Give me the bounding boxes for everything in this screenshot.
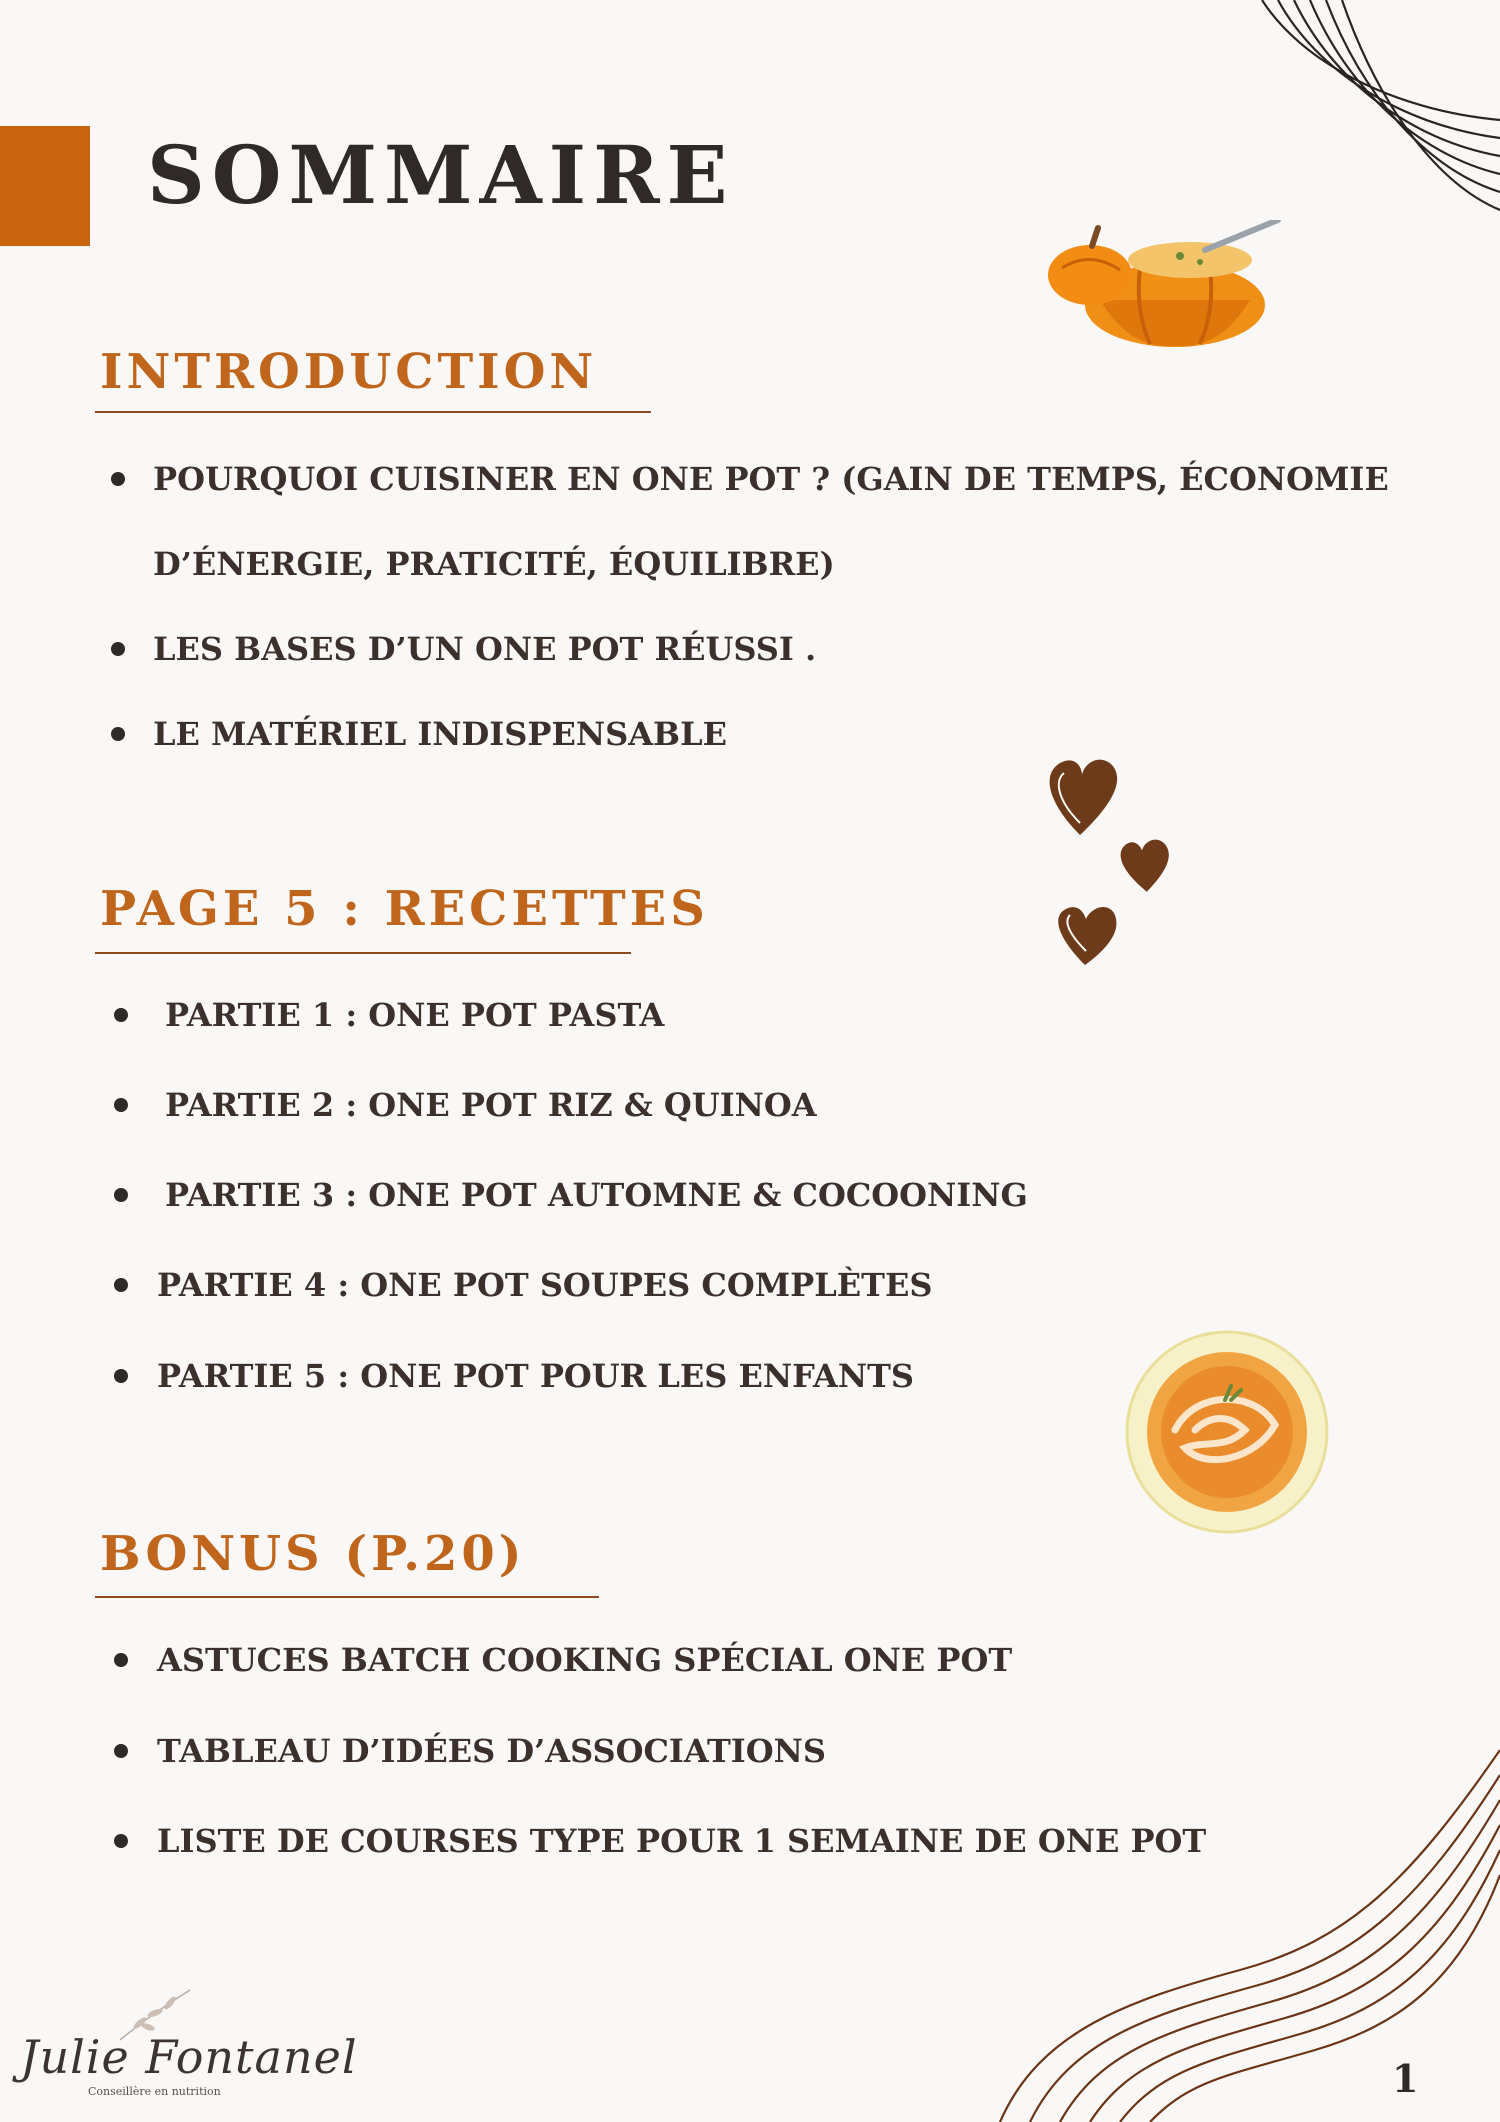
- pumpkin-soup-icon: [1040, 220, 1290, 350]
- bullet-dot: [114, 1278, 128, 1292]
- soup-bowl-icon: [1125, 1330, 1330, 1535]
- bullet-dot: [114, 1098, 128, 1112]
- bullet-dot: [114, 1369, 128, 1383]
- list-item: D’ÉNERGIE, PRATICITÉ, ÉQUILIBRE): [153, 545, 835, 583]
- bullet-dot: [111, 727, 125, 741]
- accent-block: [0, 126, 90, 246]
- section-heading-bonus: BONUS (P.20): [100, 1526, 526, 1582]
- bullet-dot: [114, 1653, 128, 1667]
- list-item: POURQUOI CUISINER EN ONE POT ? (GAIN DE TEMPS, ÉCONOMIE: [153, 460, 1389, 498]
- list-item: PARTIE 4 : ONE POT SOUPES COMPLÈTES: [157, 1266, 933, 1304]
- page-number: 1: [1392, 2056, 1419, 2101]
- list-item: ASTUCES BATCH COOKING SPÉCIAL ONE POT: [157, 1641, 1013, 1679]
- list-item: PARTIE 3 : ONE POT AUTOMNE & COCOONING: [165, 1176, 1028, 1214]
- list-item: PARTIE 1 : ONE POT PASTA: [165, 996, 665, 1034]
- hearts-icon: [1040, 745, 1210, 970]
- list-item: PARTIE 5 : ONE POT POUR LES ENFANTS: [157, 1357, 915, 1395]
- signature-subtitle: Conseillère en nutrition: [88, 2085, 221, 2098]
- section-rule: [95, 1596, 599, 1598]
- bullet-dot: [114, 1834, 128, 1848]
- list-item: TABLEAU D’IDÉES D’ASSOCIATIONS: [157, 1732, 826, 1770]
- signature: Julie Fontanel: [20, 2030, 358, 2084]
- list-item: LE MATÉRIEL INDISPENSABLE: [153, 715, 727, 753]
- bullet-dot: [114, 1744, 128, 1758]
- wave-lines-decoration: [980, 1730, 1500, 2122]
- bullet-dot: [114, 1188, 128, 1202]
- list-item: PARTIE 2 : ONE POT RIZ & QUINOA: [165, 1086, 817, 1124]
- section-heading-recettes: PAGE 5 : RECETTES: [100, 881, 709, 937]
- arc-lines-decoration: [1240, 0, 1500, 240]
- list-item: LES BASES D’UN ONE POT RÉUSSI .: [153, 630, 817, 668]
- bullet-dot: [111, 472, 125, 486]
- section-rule: [95, 411, 651, 413]
- section-heading-introduction: INTRODUCTION: [100, 344, 598, 400]
- section-rule: [95, 952, 631, 954]
- bullet-dot: [111, 642, 125, 656]
- bullet-dot: [114, 1008, 128, 1022]
- page-title: SOMMAIRE: [147, 128, 735, 222]
- list-item: LISTE DE COURSES TYPE POUR 1 SEMAINE DE ONE POT: [157, 1822, 1207, 1860]
